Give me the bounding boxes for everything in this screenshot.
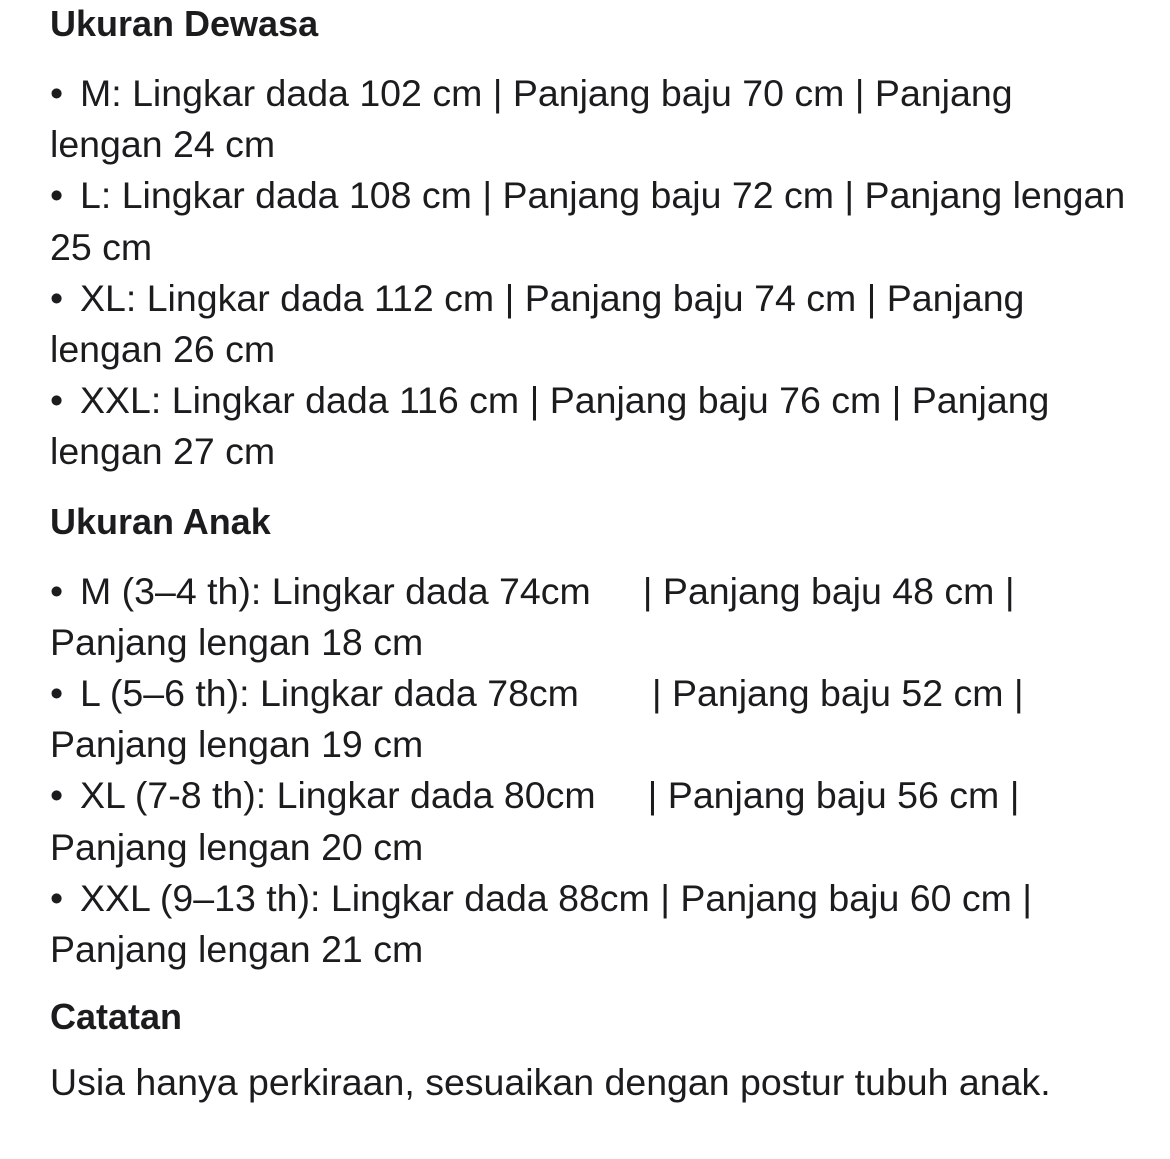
note-text: Usia hanya perkiraan, sesuaikan dengan postur tubuh anak.: [50, 1061, 1051, 1104]
adult-size-text: L: Lingkar dada 108 cm | Panjang baju 72 cm | Panjang lengan 25 cm: [50, 174, 1136, 268]
adult-size-item-xxl: [50, 375, 1130, 477]
child-size-text: L (5–6 th): Lingkar dada 78cm | Panjang baju 52 cm | Panjang lengan 19 cm: [50, 672, 1035, 766]
note-heading: Catatan: [50, 996, 183, 1038]
bullet-icon: •: [50, 379, 64, 422]
adult-size-list: [50, 68, 1136, 478]
adult-size-heading: Ukuran Dewasa: [50, 3, 319, 44]
child-size-text: M (3–4 th): Lingkar dada 74cm | Panjang baju 48 cm | Panjang lengan 18 cm: [50, 569, 1025, 663]
bullet-icon: •: [50, 876, 64, 919]
bullet-icon: •: [50, 174, 64, 217]
child-size-item-l: [50, 668, 1130, 770]
adult-size-item-l: [50, 170, 1136, 272]
bullet-icon: •: [50, 569, 64, 612]
adult-size-item-xl: [50, 273, 1130, 375]
bullet-icon: •: [50, 72, 64, 114]
child-size-item-xl: [50, 770, 1130, 872]
adult-size-text: XXL: Lingkar dada 116 cm | Panjang baju 76 cm | Panjang lengan 27 cm: [50, 379, 1060, 473]
adult-size-text: XL: Lingkar dada 112 cm | Panjang baju 74 cm | Panjang lengan 26 cm: [50, 276, 1035, 371]
adult-size-text: M: Lingkar dada 102 cm | Panjang baju 70 cm | Panjang lengan 24 cm: [50, 72, 1023, 166]
bullet-icon: •: [50, 672, 64, 715]
child-size-heading: Ukuran Anak: [50, 500, 271, 542]
adult-size-item-m: [50, 68, 1130, 170]
child-size-item-m: [50, 566, 1130, 668]
child-size-item-xxl: [50, 873, 1130, 975]
bullet-icon: •: [50, 276, 64, 319]
bullet-icon: •: [50, 774, 64, 817]
child-size-text: XXL (9–13 th): Lingkar dada 88cm | Panjang baju 60 cm | Panjang lengan 21 cm: [50, 876, 1043, 971]
child-size-list: [50, 566, 1130, 976]
child-size-text: XL (7-8 th): Lingkar dada 80cm | Panjang baju 56 cm | Panjang lengan 20 cm: [50, 774, 1030, 868]
